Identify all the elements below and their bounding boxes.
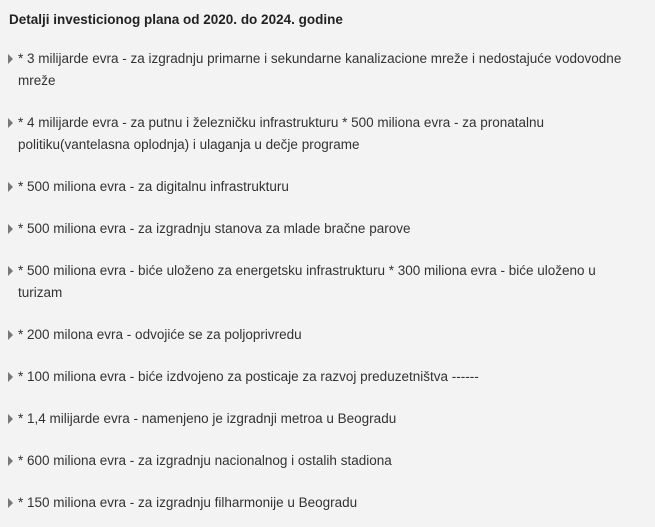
caret-right-icon [8,54,13,64]
caret-right-icon [8,266,13,276]
list-item [8,450,637,472]
list-item-text: * 150 miliona evra - za izgradnju filharmonije u Beogradu [18,495,358,510]
list-item-text: * 200 milona evra - odvojiće se za poljoprivredu [18,327,302,342]
page-title: Detalji investicionog plana od 2020. do 2024. godine [9,12,343,27]
list-item [8,366,637,388]
list-item [8,408,637,430]
list-item-text: * 500 miliona evra - biće uloženo za energetsku infrastrukturu * 300 miliona evra - biće uloženo u turizam [18,263,596,300]
caret-right-icon [8,330,13,340]
caret-right-icon [8,224,13,234]
investment-list [8,48,637,514]
caret-right-icon [8,414,13,424]
list-item [8,260,637,304]
list-item [8,48,637,92]
list-item-text: * 3 milijarde evra - za izgradnju primarne i sekundarne kanalizacione mreže i nedostajuće vodovodne mreže [18,51,622,88]
list-item-text: * 600 miliona evra - za izgradnju nacionalnog i ostalih stadiona [18,453,392,468]
list-item-text: * 500 miliona evra - za digitalnu infrastrukturu [18,179,289,194]
list-item [8,218,637,240]
list-item [8,492,637,514]
list-item-text: * 4 milijarde evra - za putnu i železničku infrastrukturu * 500 miliona evra - za pronatalnu politiku(vantelasna oplodnja) i ulaganja u dečje programe [18,115,545,152]
caret-right-icon [8,456,13,466]
caret-right-icon [8,118,13,128]
list-item-text: * 1,4 milijarde evra - namenjeno je izgradnji metroa u Beogradu [18,411,397,426]
list-item [8,176,637,198]
list-item-text: * 100 miliona evra - biće izdvojeno za posticaje za razvoj preduzetništva ------ [18,369,479,384]
caret-right-icon [8,498,13,508]
caret-right-icon [8,182,13,192]
list-item [8,324,637,346]
caret-right-icon [8,372,13,382]
list-item [8,112,637,156]
list-item-text: * 500 miliona evra - za izgradnju stanova za mlade bračne parove [18,221,411,236]
